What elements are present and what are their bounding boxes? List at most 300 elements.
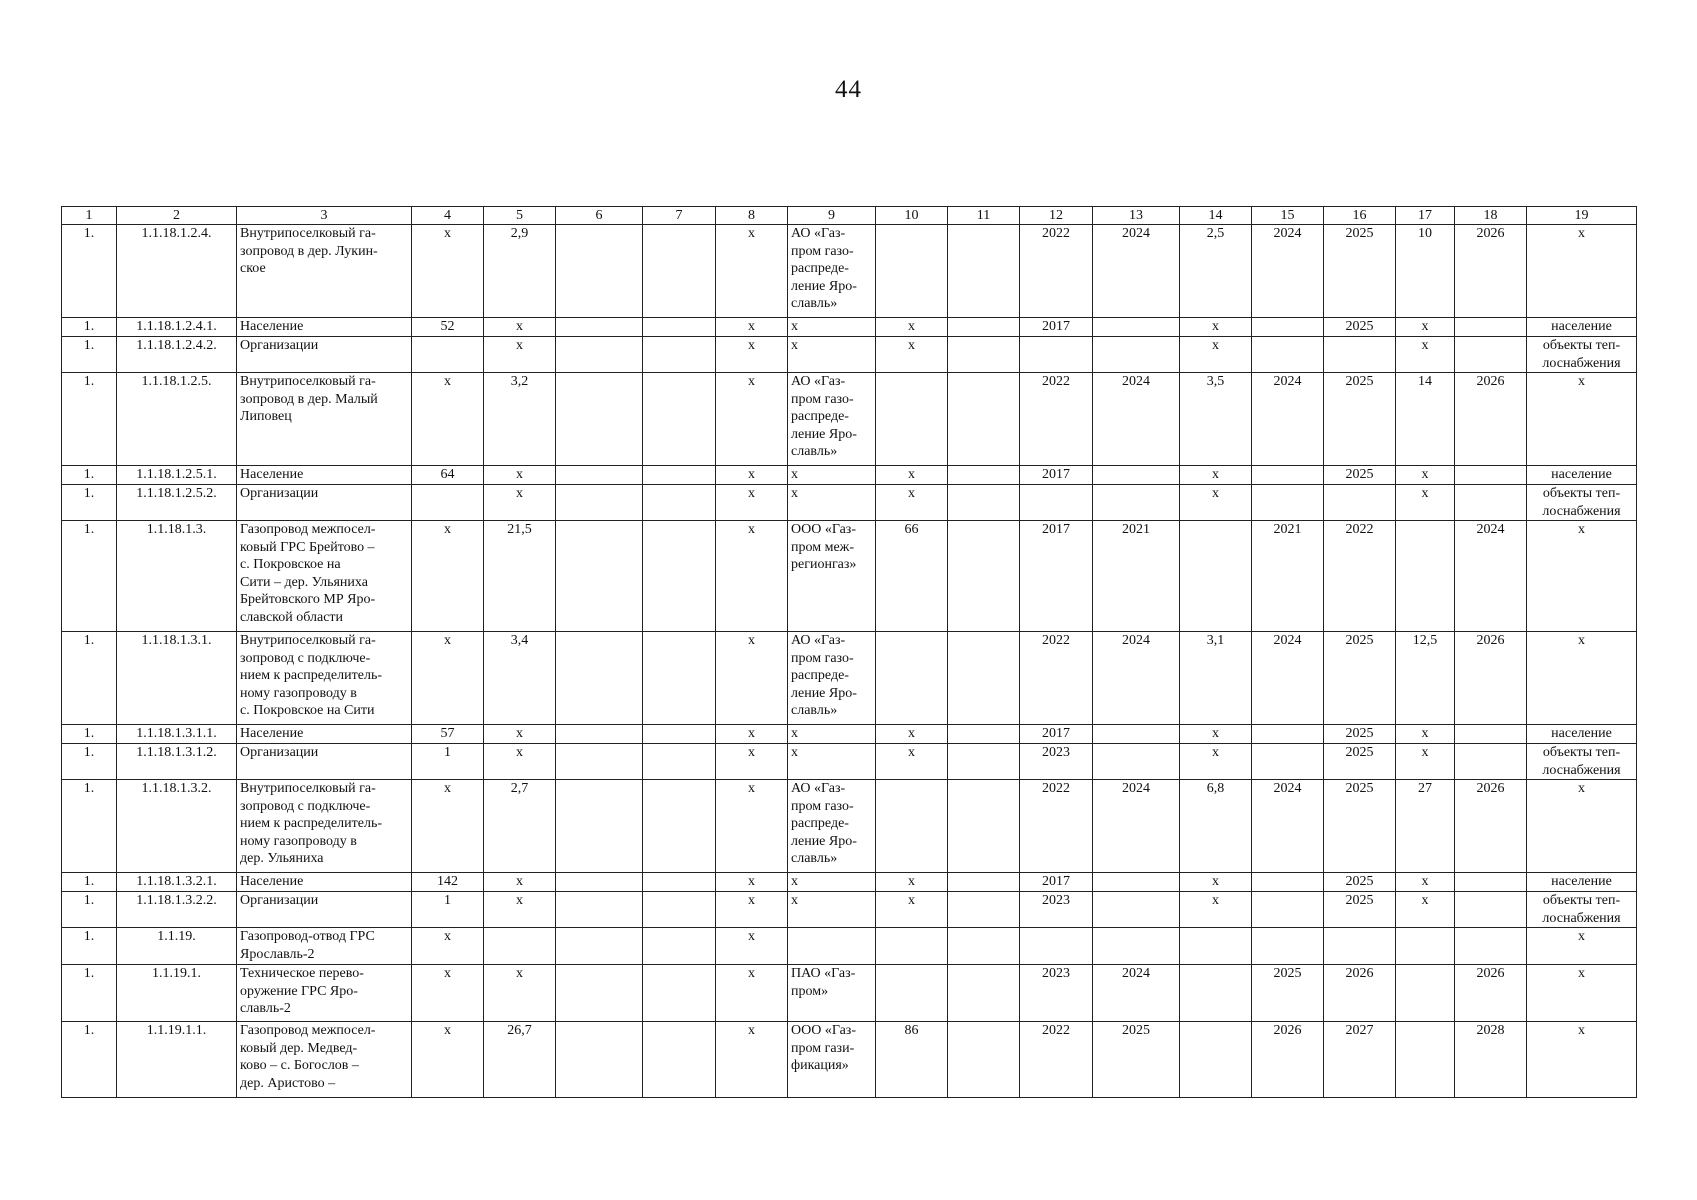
table-cell: 1.1.18.1.3.2.2.: [117, 892, 237, 928]
table-cell: [643, 466, 716, 485]
column-number-cell: 19: [1527, 207, 1637, 225]
table-cell: х: [876, 725, 948, 744]
table-cell: х: [412, 965, 484, 1022]
table-cell: [484, 928, 556, 965]
table-cell: х: [484, 873, 556, 892]
table-cell: [643, 744, 716, 780]
table-cell: Население: [237, 318, 412, 337]
table-cell: х: [484, 725, 556, 744]
table-cell: [1093, 873, 1180, 892]
table-cell: 2025: [1324, 318, 1396, 337]
table-cell: объекты теп- лоснабжения: [1527, 892, 1637, 928]
table-cell: [1324, 337, 1396, 373]
table-cell: [788, 928, 876, 965]
column-number-cell: 11: [948, 207, 1020, 225]
table-cell: х: [716, 373, 788, 466]
column-number-cell: 2: [117, 207, 237, 225]
table-cell: 2026: [1455, 632, 1527, 725]
table-cell: [1020, 337, 1093, 373]
table-cell: 1.1.18.1.3.1.: [117, 632, 237, 725]
table-cell: 1.: [62, 892, 117, 928]
table-cell: [948, 318, 1020, 337]
table-cell: х: [876, 466, 948, 485]
table-cell: 2026: [1324, 965, 1396, 1022]
table-cell: х: [1396, 485, 1455, 521]
table-cell: [643, 225, 716, 318]
table-cell: х: [1180, 892, 1252, 928]
table-cell: х: [1527, 373, 1637, 466]
table-cell: 2025: [1324, 780, 1396, 873]
table-cell: х: [412, 225, 484, 318]
table-cell: [1093, 744, 1180, 780]
table-cell: [556, 928, 643, 965]
table-cell: 1.1.18.1.2.5.2.: [117, 485, 237, 521]
table-cell: х: [484, 318, 556, 337]
table-cell: [556, 965, 643, 1022]
table-row: [62, 466, 1637, 485]
table-cell: [948, 928, 1020, 965]
table-cell: [1180, 1022, 1252, 1098]
table-cell: х: [484, 485, 556, 521]
table-cell: х: [484, 892, 556, 928]
table-cell: [556, 521, 643, 632]
table-cell: х: [1396, 873, 1455, 892]
table-cell: х: [876, 744, 948, 780]
table-row: [62, 521, 1637, 632]
table-cell: Внутрипоселковый га- зопровод в дер. Лукин- ское: [237, 225, 412, 318]
table-cell: [1093, 318, 1180, 337]
table-cell: 64: [412, 466, 484, 485]
table-cell: х: [716, 1022, 788, 1098]
page-number: 44: [835, 76, 862, 103]
table-cell: [643, 485, 716, 521]
table-cell: [643, 521, 716, 632]
table-cell: [556, 318, 643, 337]
table-cell: х: [484, 337, 556, 373]
table-cell: [643, 318, 716, 337]
table-row: [62, 780, 1637, 873]
table-cell: х: [876, 892, 948, 928]
table-cell: 2025: [1324, 632, 1396, 725]
table-cell: 26,7: [484, 1022, 556, 1098]
table-cell: Газопровод-отвод ГРС Ярославль-2: [237, 928, 412, 965]
table-cell: 2025: [1252, 965, 1324, 1022]
column-number-cell: 15: [1252, 207, 1324, 225]
table-cell: х: [1527, 965, 1637, 1022]
table-cell: 1.1.18.1.3.1.2.: [117, 744, 237, 780]
table-cell: Газопровод межпосел- ковый дер. Медвед- ково – с. Богослов – дер. Аристово –: [237, 1022, 412, 1098]
table-row: [62, 1022, 1637, 1098]
table-cell: население: [1527, 466, 1637, 485]
table-cell: [1252, 466, 1324, 485]
table-cell: [1455, 892, 1527, 928]
column-number-cell: 6: [556, 207, 643, 225]
table-cell: х: [716, 318, 788, 337]
table-cell: 1.1.18.1.3.: [117, 521, 237, 632]
column-number-cell: 1: [62, 207, 117, 225]
table-cell: х: [788, 485, 876, 521]
table-cell: [948, 780, 1020, 873]
table-cell: [1252, 892, 1324, 928]
table-cell: 2024: [1252, 225, 1324, 318]
table-cell: [643, 373, 716, 466]
table-cell: 1.1.19.1.1.: [117, 1022, 237, 1098]
table-row: [62, 318, 1637, 337]
table-cell: [643, 780, 716, 873]
table-row: [62, 373, 1637, 466]
table-cell: [1396, 965, 1455, 1022]
table-cell: [1455, 318, 1527, 337]
table-cell: 10: [1396, 225, 1455, 318]
table-cell: ООО «Газ- пром гази- фикация»: [788, 1022, 876, 1098]
table-cell: 66: [876, 521, 948, 632]
table-cell: [1396, 928, 1455, 965]
table-cell: [1180, 521, 1252, 632]
table-cell: х: [1527, 780, 1637, 873]
column-number-cell: 7: [643, 207, 716, 225]
table-cell: 2017: [1020, 873, 1093, 892]
table-cell: объекты теп- лоснабжения: [1527, 337, 1637, 373]
table-cell: 2023: [1020, 744, 1093, 780]
table-cell: [1093, 892, 1180, 928]
table-cell: 1.1.18.1.2.5.1.: [117, 466, 237, 485]
table-cell: [643, 892, 716, 928]
column-number-cell: 5: [484, 207, 556, 225]
table-cell: [1455, 873, 1527, 892]
table-cell: 1.: [62, 373, 117, 466]
table-row: [62, 725, 1637, 744]
table-cell: 2022: [1020, 373, 1093, 466]
column-number-cell: 4: [412, 207, 484, 225]
table-cell: 2026: [1455, 225, 1527, 318]
table-cell: [948, 632, 1020, 725]
table-cell: 2025: [1324, 744, 1396, 780]
table-cell: 2022: [1020, 225, 1093, 318]
table-cell: х: [1396, 892, 1455, 928]
table-cell: [1093, 466, 1180, 485]
table-cell: [1396, 1022, 1455, 1098]
table-cell: х: [1180, 725, 1252, 744]
table-cell: 2023: [1020, 965, 1093, 1022]
table-cell: 1.1.19.: [117, 928, 237, 965]
table-row: [62, 337, 1637, 373]
table-cell: 2021: [1093, 521, 1180, 632]
table-cell: х: [876, 873, 948, 892]
table-cell: [876, 632, 948, 725]
table-cell: х: [1180, 873, 1252, 892]
table-cell: х: [412, 780, 484, 873]
table-cell: 1.: [62, 466, 117, 485]
table-cell: [1093, 337, 1180, 373]
table-cell: [643, 725, 716, 744]
column-number-cell: 18: [1455, 207, 1527, 225]
column-number-cell: 14: [1180, 207, 1252, 225]
table-cell: 2025: [1324, 373, 1396, 466]
table-cell: население: [1527, 318, 1637, 337]
table-cell: [412, 337, 484, 373]
table-cell: 2023: [1020, 892, 1093, 928]
column-number-cell: 10: [876, 207, 948, 225]
table-cell: 2028: [1455, 1022, 1527, 1098]
table-cell: х: [1527, 632, 1637, 725]
table-cell: 1.: [62, 1022, 117, 1098]
table-cell: 21,5: [484, 521, 556, 632]
table-cell: х: [716, 873, 788, 892]
table-cell: [1455, 337, 1527, 373]
table-cell: АО «Газ- пром газо- распреде- ление Яро- славль»: [788, 632, 876, 725]
table-cell: [1252, 744, 1324, 780]
table-cell: х: [716, 725, 788, 744]
table-cell: [556, 780, 643, 873]
table-cell: [412, 485, 484, 521]
table-cell: х: [1527, 928, 1637, 965]
table-cell: 3,4: [484, 632, 556, 725]
table-cell: Население: [237, 873, 412, 892]
table-cell: х: [716, 744, 788, 780]
table-cell: [556, 225, 643, 318]
table-cell: [556, 466, 643, 485]
table-cell: [643, 965, 716, 1022]
table-cell: 1.1.18.1.3.2.1.: [117, 873, 237, 892]
table-cell: [948, 373, 1020, 466]
table-cell: [876, 928, 948, 965]
table-cell: х: [716, 892, 788, 928]
table-cell: 2025: [1324, 725, 1396, 744]
table-cell: х: [716, 337, 788, 373]
table-cell: [876, 965, 948, 1022]
table-cell: х: [1527, 225, 1637, 318]
table-cell: 2021: [1252, 521, 1324, 632]
table-cell: [948, 1022, 1020, 1098]
table-cell: 1.: [62, 225, 117, 318]
table-cell: 2025: [1324, 892, 1396, 928]
table-cell: 6,8: [1180, 780, 1252, 873]
table-cell: 1.: [62, 965, 117, 1022]
header-row: [62, 207, 1637, 225]
table-cell: х: [484, 965, 556, 1022]
table-cell: 1.1.18.1.2.4.: [117, 225, 237, 318]
column-number-cell: 9: [788, 207, 876, 225]
table-cell: Население: [237, 466, 412, 485]
table-cell: 52: [412, 318, 484, 337]
table-cell: 2022: [1020, 780, 1093, 873]
table-cell: х: [484, 744, 556, 780]
table-cell: 2027: [1324, 1022, 1396, 1098]
table-cell: [556, 632, 643, 725]
table-cell: Организации: [237, 744, 412, 780]
table-cell: 12,5: [1396, 632, 1455, 725]
table-cell: Организации: [237, 892, 412, 928]
table-cell: [948, 744, 1020, 780]
table-cell: 1.1.19.1.: [117, 965, 237, 1022]
table-cell: 2026: [1455, 965, 1527, 1022]
column-number-cell: 12: [1020, 207, 1093, 225]
table-cell: 3,2: [484, 373, 556, 466]
table-cell: х: [1180, 318, 1252, 337]
table-row: [62, 965, 1637, 1022]
table-cell: х: [788, 744, 876, 780]
table-cell: [643, 1022, 716, 1098]
table-cell: 1.1.18.1.2.5.: [117, 373, 237, 466]
table-cell: х: [788, 873, 876, 892]
table-cell: ПАО «Газ- пром»: [788, 965, 876, 1022]
table-row: [62, 744, 1637, 780]
table-cell: 142: [412, 873, 484, 892]
table-cell: х: [716, 780, 788, 873]
table-cell: [556, 1022, 643, 1098]
table-cell: [1324, 928, 1396, 965]
table-cell: 1.: [62, 632, 117, 725]
table-cell: 2024: [1455, 521, 1527, 632]
table-cell: Внутрипоселковый га- зопровод с подключе- нием к распределитель- ному газопроводу в с. Покровское на Сити: [237, 632, 412, 725]
table-cell: х: [716, 928, 788, 965]
table-cell: [1455, 725, 1527, 744]
table-cell: [643, 632, 716, 725]
table-cell: [948, 485, 1020, 521]
table-cell: 2,9: [484, 225, 556, 318]
table-cell: [1252, 485, 1324, 521]
table-cell: 3,5: [1180, 373, 1252, 466]
column-number-cell: 13: [1093, 207, 1180, 225]
table-cell: [556, 725, 643, 744]
table-cell: АО «Газ- пром газо- распреде- ление Яро- славль»: [788, 225, 876, 318]
table-cell: [1252, 928, 1324, 965]
table-row: [62, 632, 1637, 725]
table-cell: 2017: [1020, 521, 1093, 632]
table-cell: х: [716, 466, 788, 485]
table-cell: 2022: [1020, 632, 1093, 725]
table-cell: [948, 466, 1020, 485]
table-cell: [1093, 928, 1180, 965]
table-cell: население: [1527, 725, 1637, 744]
table-cell: х: [876, 337, 948, 373]
table-cell: 14: [1396, 373, 1455, 466]
table-row: [62, 892, 1637, 928]
table-cell: [948, 521, 1020, 632]
table-cell: 1.: [62, 318, 117, 337]
table-cell: 57: [412, 725, 484, 744]
table-cell: [1252, 337, 1324, 373]
table-cell: х: [1180, 744, 1252, 780]
table-cell: Население: [237, 725, 412, 744]
table-cell: [1324, 485, 1396, 521]
table-cell: [1020, 928, 1093, 965]
table-cell: АО «Газ- пром газо- распреде- ление Яро- славль»: [788, 373, 876, 466]
table-cell: х: [788, 318, 876, 337]
table-cell: 1.: [62, 521, 117, 632]
table-cell: [556, 485, 643, 521]
table-row: [62, 485, 1637, 521]
table-cell: 2025: [1093, 1022, 1180, 1098]
table-row: [62, 873, 1637, 892]
table-cell: [556, 744, 643, 780]
table-cell: 2,7: [484, 780, 556, 873]
table-cell: [876, 373, 948, 466]
table-cell: [948, 873, 1020, 892]
table-cell: [556, 892, 643, 928]
table-cell: х: [412, 373, 484, 466]
table-cell: х: [788, 466, 876, 485]
table-cell: 1.: [62, 337, 117, 373]
table-cell: 1.1.18.1.3.2.: [117, 780, 237, 873]
table-cell: Внутрипоселковый га- зопровод с подключе- нием к распределитель- ному газопроводу в дер. Ульяниха: [237, 780, 412, 873]
table-cell: 1.: [62, 873, 117, 892]
table-cell: х: [412, 632, 484, 725]
table-cell: [876, 780, 948, 873]
table-cell: х: [1396, 725, 1455, 744]
table-cell: [556, 373, 643, 466]
table-cell: 1: [412, 892, 484, 928]
table-cell: х: [1180, 485, 1252, 521]
table-cell: 1.1.18.1.3.1.1.: [117, 725, 237, 744]
table-cell: х: [1396, 318, 1455, 337]
table-cell: 1.: [62, 780, 117, 873]
table-cell: АО «Газ- пром газо- распреде- ление Яро- славль»: [788, 780, 876, 873]
table-cell: 2024: [1252, 780, 1324, 873]
table-cell: х: [1180, 466, 1252, 485]
table-cell: 2017: [1020, 466, 1093, 485]
table-cell: 1.: [62, 928, 117, 965]
table-cell: х: [716, 632, 788, 725]
table-cell: 2024: [1093, 632, 1180, 725]
table-row: [62, 928, 1637, 965]
table-cell: [1020, 485, 1093, 521]
table-cell: 2024: [1093, 965, 1180, 1022]
table-cell: х: [412, 928, 484, 965]
column-number-cell: 17: [1396, 207, 1455, 225]
table-cell: х: [1396, 337, 1455, 373]
table-cell: [1455, 485, 1527, 521]
table-row: [62, 225, 1637, 318]
table-cell: [643, 873, 716, 892]
table-cell: население: [1527, 873, 1637, 892]
table-cell: 1.1.18.1.2.4.1.: [117, 318, 237, 337]
table-cell: х: [716, 965, 788, 1022]
table-cell: [1252, 725, 1324, 744]
table-cell: 2,5: [1180, 225, 1252, 318]
table-cell: х: [716, 485, 788, 521]
table-cell: 2022: [1324, 521, 1396, 632]
table-cell: 1.1.18.1.2.4.2.: [117, 337, 237, 373]
table-cell: 2022: [1020, 1022, 1093, 1098]
table-cell: [1180, 965, 1252, 1022]
column-number-cell: 16: [1324, 207, 1396, 225]
table-cell: 2024: [1252, 632, 1324, 725]
table-cell: 27: [1396, 780, 1455, 873]
table-cell: 1.: [62, 725, 117, 744]
table-cell: 2026: [1252, 1022, 1324, 1098]
table-cell: [1252, 873, 1324, 892]
data-table: [61, 206, 1637, 1098]
table-cell: [1455, 928, 1527, 965]
table-cell: 1: [412, 744, 484, 780]
table-cell: ООО «Газ- пром меж- регионгаз»: [788, 521, 876, 632]
table-cell: [876, 225, 948, 318]
column-number-cell: 8: [716, 207, 788, 225]
table-cell: х: [788, 337, 876, 373]
table-cell: Техническое перево- оружение ГРС Яро- славль-2: [237, 965, 412, 1022]
table-cell: 2017: [1020, 318, 1093, 337]
table-cell: [1455, 744, 1527, 780]
table-cell: [1093, 725, 1180, 744]
table-cell: х: [876, 318, 948, 337]
table-cell: 2017: [1020, 725, 1093, 744]
table-cell: х: [412, 521, 484, 632]
table-cell: х: [876, 485, 948, 521]
table-cell: [948, 225, 1020, 318]
table-cell: [1093, 485, 1180, 521]
table-cell: 86: [876, 1022, 948, 1098]
